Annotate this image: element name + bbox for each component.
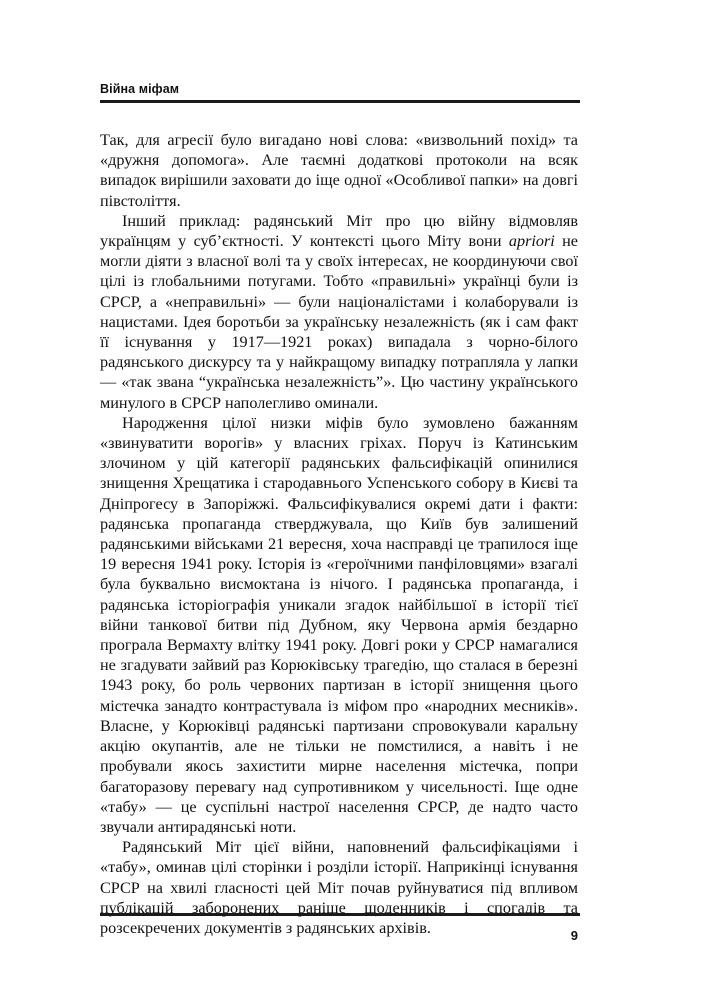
paragraph-1: Так, для агресії було вигадано нові слова: «визвольний похід» та «дружня допомога». Але таємні додаткові протоколи на всяк випадок вирішили заховати до іще одної «Особливої папки» на довгі півстоліття. [100, 131, 578, 210]
running-head: Війна міфам [100, 82, 180, 96]
paragraph-4: Радянський Міт цієї війни, наповнений фальсифікаціями і «табу», оминав цілі сторінки і розділи історії. Наприкінці існування СРСР на хвилі гласності цей Міт почав руйнуватися під впливом публікацій заборонених раніше щоденників і спогадів та розсекречених документів з радянських архівів. [100, 838, 578, 937]
paragraph-3: Народження цілої низки міфів було зумовлено бажанням «звинуватити ворогів» у власних гріхах. Поруч із Катинським злочином у цій категорії радянських фальсифікацій опинилися знищення Хрещатика і стародавнього Успенського собору в Києві та Дніпрогесу в Запоріжжі. Фальсифікувалися окремі дати і факти: радянська пропаганда стверджувала, що Київ був залишений радянськими військами 21 вересня, хоча насправді це трапилося іще 19 вересня 1941 року. Історія із «героїчними панфіловцями» взагалі була буквально висмоктана із нічого. І радянська пропаганда, і радянська історіографія уникали згадок найбільшої в історії тієї війни танкової битви під Дубном, яку Червона армія бездарно програла Вермахту влітку 1941 року. Довгі роки у СРСР намагалися не згадувати зайвий раз Корюківську трагедію, що сталася в березні 1943 року, бо роль червоних партизан в історії знищення цього містечка занадто контрастувала із міфом про «народних месників». Власне, у Корюківці радянські партизани спровокували каральну акцію окупантів, але не тільки не помстилися, а навіть і не пробували якось захистити мирне населення містечка, попри багаторазову перевагу над супротивником у чисельності. Іще одне «табу» — це суспільні настрої населення СРСР, де надто часто звучали антирадянські ноти. [100, 413, 578, 836]
paragraph-2 [100, 211, 578, 413]
italic-apriori: apriori [508, 232, 555, 251]
body-text [100, 130, 578, 938]
footer-rule [100, 913, 580, 916]
page-number: 9 [570, 928, 578, 943]
paragraph-2-part-2: не могли діяти з власної волі та у своїх інтересах, не координуючи свої цілі із глобальними потугами. Тобто «правильні» українці були із СРСР, а «неправильні» — були націоналістами і колаборували із нацистами. Ідея боротьби за українську незалежність (як і сам факт її існування у 1917—1921 роках) випадала з чорно-білого радянського дискурсу та у найкращому випадку потрапляла у лапки — «так звана “українська незалежність”». Цю частину українського минулого в СРСР наполегливо оминали. [100, 232, 578, 412]
paragraph-2-part-1: Інший приклад: радянський Міт про цю війну відмовляв українцям у суб’єктності. У контексті цього Міту вони [100, 211, 578, 251]
header-rule [100, 100, 580, 103]
